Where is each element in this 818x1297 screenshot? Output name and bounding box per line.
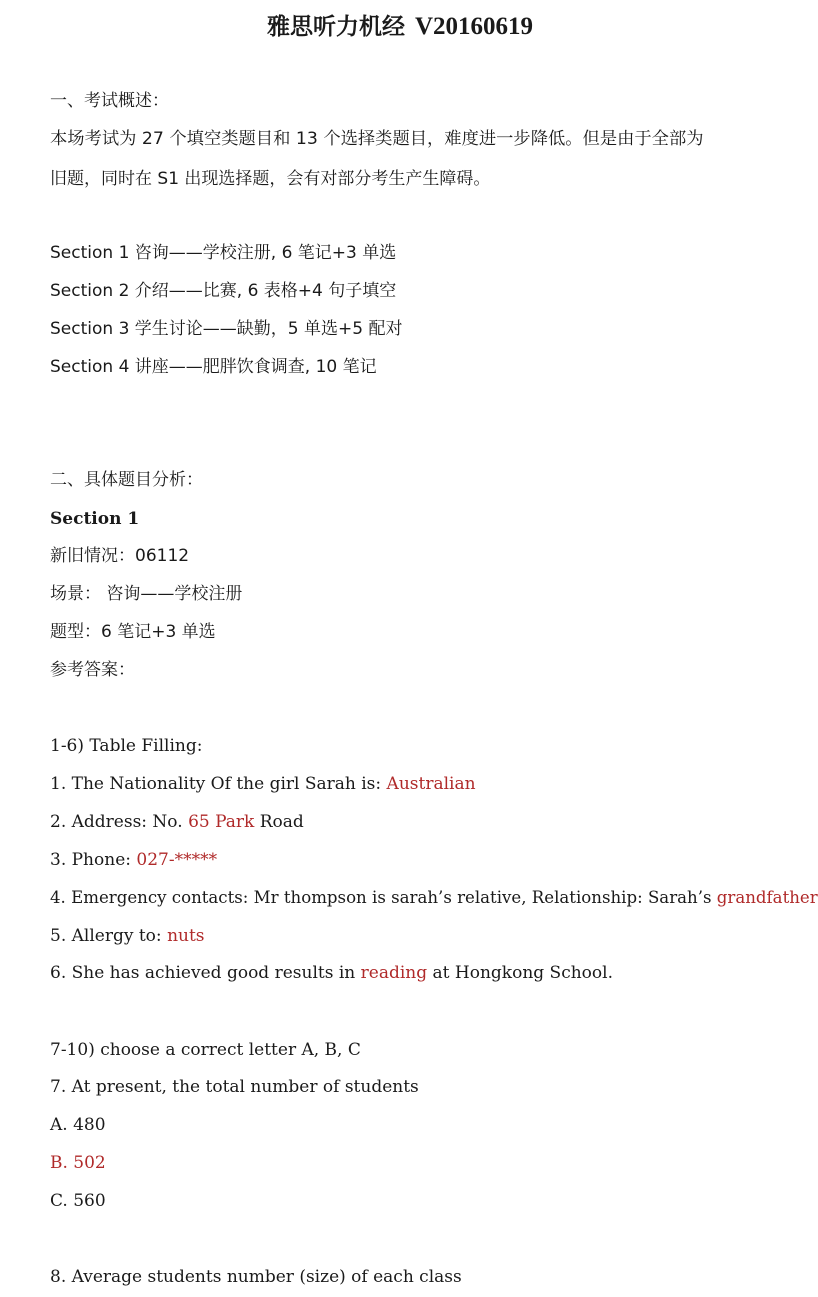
- question-1-answer: Australian: [386, 774, 476, 794]
- question-type-line: 题型：6 笔记+3 单选: [50, 622, 216, 642]
- question-6: [50, 962, 613, 984]
- question-5-text: 5. Allergy to:: [50, 926, 168, 946]
- document-title: [0, 8, 800, 41]
- question-5-answer: nuts: [167, 926, 205, 946]
- question-5: [50, 925, 205, 947]
- title-version: V20160619: [414, 13, 534, 40]
- question-8: 8. Average students number (size) of each class: [50, 1267, 462, 1287]
- section-summary-1: Section 1 咨询——学校注册, 6 笔记+3 单选: [50, 243, 397, 263]
- section-summary-3: Section 3 学生讨论——缺勤，5 单选+5 配对: [50, 319, 403, 339]
- section-summary-4: Section 4 讲座——肥胖饮食调查, 10 笔记: [50, 357, 377, 377]
- table-filling-header: 1-6) Table Filling:: [50, 736, 203, 756]
- question-3: [50, 849, 217, 871]
- scene-line: 场景： 咨询——学校注册: [50, 584, 243, 604]
- question-6-text: 6. She has achieved good results in: [50, 963, 361, 983]
- question-4-text: 4. Emergency contacts: Mr thompson is sarah’s relative, Relationship: Sarah’s: [50, 888, 717, 907]
- multiple-choice-header: 7-10) choose a correct letter A, B, C: [50, 1040, 361, 1060]
- question-7-option-a: A. 480: [50, 1115, 106, 1135]
- overview-paragraph-line-2: 旧题，同时在 S1 出现选择题，会有对部分考生产生障碍。: [50, 169, 491, 189]
- question-7: 7. At present, the total number of students: [50, 1077, 419, 1097]
- question-4: [50, 887, 818, 909]
- section-summary-2: Section 2 介绍——比赛, 6 表格+4 句子填空: [50, 281, 397, 301]
- analysis-heading: 二、具体题目分析：: [50, 470, 203, 490]
- question-2: [50, 811, 304, 833]
- new-old-status: 新旧情况：06112: [50, 546, 190, 566]
- question-3-text: 3. Phone:: [50, 850, 137, 870]
- title-main: 雅思听力机经: [266, 14, 405, 40]
- question-1: [50, 773, 476, 795]
- section-1-title: Section 1: [50, 509, 140, 529]
- question-7-option-c: C. 560: [50, 1191, 106, 1211]
- question-6-suffix: at Hongkong School.: [427, 963, 613, 983]
- question-2-suffix: Road: [254, 812, 304, 832]
- reference-answers-label: 参考答案：: [50, 660, 135, 680]
- question-2-text: 2. Address: No.: [50, 812, 189, 832]
- question-6-answer: reading: [360, 963, 428, 983]
- question-3-answer: 027-*****: [136, 850, 218, 870]
- question-1-text: 1. The Nationality Of the girl Sarah is:: [50, 774, 387, 794]
- overview-paragraph-line-1: 本场考试为 27 个填空类题目和 13 个选择类题目，难度进一步降低。但是由于全部为: [50, 129, 704, 149]
- question-4-answer: grandfather: [716, 888, 818, 907]
- overview-heading: 一、考试概述：: [50, 91, 169, 111]
- question-7-option-b-correct: B. 502: [50, 1153, 106, 1173]
- question-2-answer: 65 Park: [188, 812, 255, 832]
